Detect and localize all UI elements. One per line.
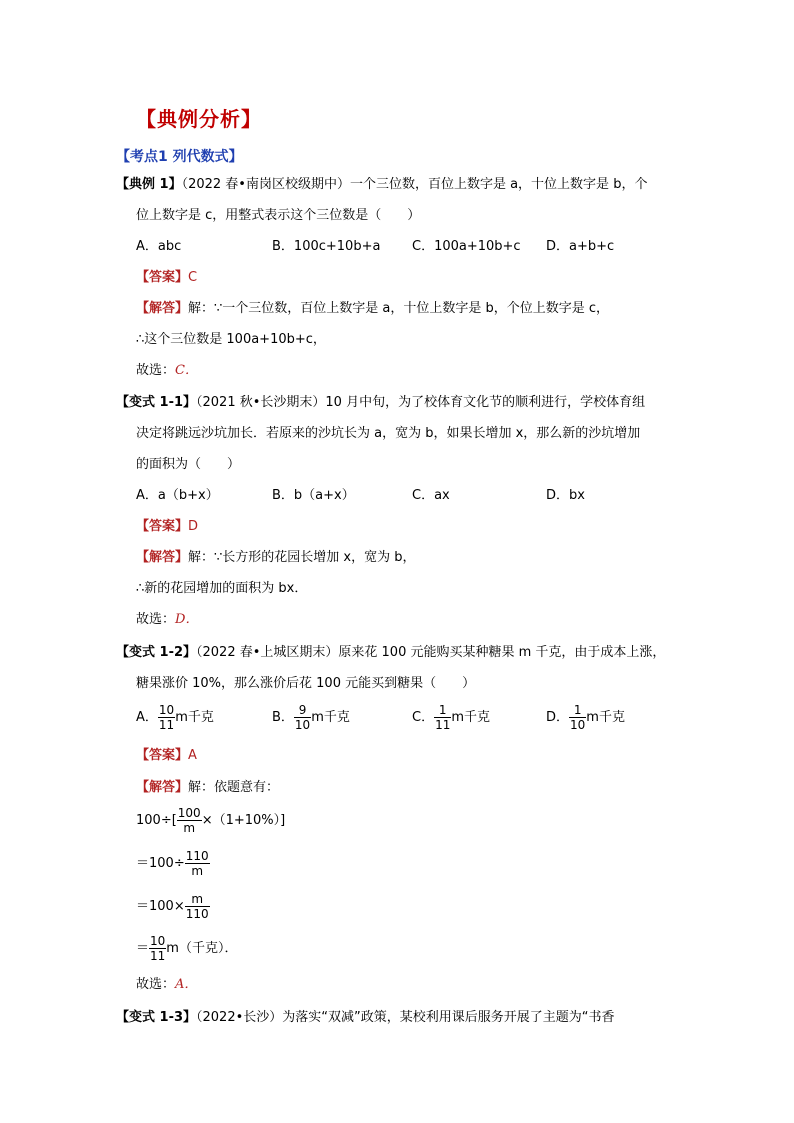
solution-step-3	[136, 892, 210, 921]
variation-1-1-answer-value: D	[188, 519, 199, 534]
solution-step-1	[136, 806, 285, 835]
step-4-prefix: ＝	[136, 941, 150, 956]
example-1-solution-tag: 【解答】	[136, 301, 189, 316]
variation-1-1-tag: 【变式 1-1】	[116, 395, 197, 410]
example-1-choose-value: C．	[175, 363, 198, 378]
option-c-fraction	[434, 703, 451, 732]
variation-1-1-choose	[136, 610, 198, 630]
step-1-numerator: 100	[177, 806, 201, 820]
example-1-tag: 【典例 1】	[116, 177, 182, 192]
variation-1-3-tag: 【变式 1-3】	[116, 1010, 197, 1025]
variation-1-1-option-b: B．b（a+x）	[272, 488, 355, 503]
option-a-fraction	[158, 703, 175, 732]
option-a-denominator: 11	[158, 718, 175, 732]
option-a-suffix: m千克	[175, 710, 214, 725]
step-2-fraction	[185, 849, 210, 878]
example-1-option-a: A．abc	[136, 239, 182, 254]
option-d-suffix: m千克	[586, 710, 625, 725]
option-b-label: B．	[272, 710, 294, 725]
variation-1-2-solution-text-1: 解：依题意有：	[188, 780, 280, 795]
variation-1-2-line-1	[116, 643, 665, 663]
variation-1-2-answer-value: A	[188, 748, 197, 763]
option-c-numerator: 1	[434, 703, 451, 718]
step-1-suffix: ×（1+10%）]	[201, 813, 286, 828]
topic-title: 【考点1 列代数式】	[116, 149, 243, 165]
example-1-solution-1	[136, 299, 609, 319]
variation-1-1-answer-tag: 【答案】	[136, 519, 189, 534]
variation-1-2-text-1: （2022 春•上城区期末）原来花 100 元能购买某种糖果 m 千克，由于成本上涨，	[196, 645, 666, 660]
variation-1-1-choose-value: D．	[175, 612, 199, 627]
variation-1-1-answer	[136, 517, 198, 537]
step-4-fraction	[149, 934, 166, 963]
option-d-fraction	[569, 703, 586, 732]
option-d-numerator: 1	[569, 703, 586, 718]
option-c-denominator: 11	[435, 718, 451, 732]
option-d-label: D．	[546, 710, 570, 725]
variation-1-2-answer	[136, 746, 197, 766]
variation-1-2-answer-tag: 【答案】	[136, 748, 189, 763]
variation-1-2-option-b	[272, 703, 350, 732]
step-1-prefix: 100÷[	[136, 813, 177, 828]
variation-1-1-choose-label: 故选：	[136, 612, 176, 627]
option-b-numerator: 9	[294, 703, 311, 718]
variation-1-1-text-1: （2021 秋•长沙期末）10 月中旬，为了校体育文化节的顺利进行，学校体育组	[196, 395, 646, 410]
step-2-prefix: ＝100÷	[136, 856, 185, 871]
example-1-line-1	[116, 175, 647, 195]
variation-1-1-text-2: 决定将跳远沙坑加长．若原来的沙坑长为 a，宽为 b，如果长增加 x，那么新的沙坑增加	[136, 426, 641, 441]
option-c-suffix: m千克	[451, 710, 491, 725]
option-a-label: A．	[136, 710, 158, 725]
variation-1-2-option-d	[546, 703, 625, 732]
variation-1-2-text-2: 糖果涨价 10%，那么涨价后花 100 元能买到糖果（ ）	[136, 676, 476, 691]
step-3-numerator: m	[185, 892, 210, 907]
example-1-option-b: B．100c+10b+a	[272, 239, 381, 254]
variation-1-1-line-1	[116, 393, 645, 413]
variation-1-1-option-c: C．ax	[412, 488, 450, 503]
variation-1-2-option-c	[412, 703, 490, 732]
option-d-denominator: 10	[570, 718, 586, 732]
example-1-solution-text-2: ∴这个三位数是 100a+10b+c，	[136, 332, 326, 347]
variation-1-1-option-a: A．a（b+x）	[136, 488, 219, 503]
variation-1-3-text-1: （2022•长沙）为落实“双减”政策，某校利用课后服务开展了主题为“书香	[196, 1010, 615, 1025]
example-1-choose	[136, 361, 198, 381]
example-1-answer	[136, 268, 197, 288]
variation-1-1-solution-text-2: ∴新的花园增加的面积为 bx．	[136, 581, 308, 596]
variation-1-1-solution-tag: 【解答】	[136, 550, 189, 565]
step-3-denominator: 110	[185, 907, 209, 921]
variation-1-2-solution-tag: 【解答】	[136, 780, 189, 795]
solution-step-2	[136, 849, 210, 878]
step-2-denominator: m	[191, 864, 204, 878]
solution-step-4	[136, 934, 237, 963]
variation-1-1-text-3: 的面积为（ ）	[136, 457, 241, 472]
example-1-answer-value: C	[188, 270, 198, 285]
variation-1-2-option-a	[136, 703, 214, 732]
option-c-label: C．	[412, 710, 435, 725]
variation-1-2-choose-value: A．	[175, 977, 198, 992]
step-2-numerator: 110	[185, 849, 209, 863]
example-1-option-c: C．100a+10b+c	[412, 239, 521, 254]
example-1-choose-label: 故选：	[136, 363, 176, 378]
example-1-text-1: （2022 春•南岗区校级期中）一个三位数，百位上数字是 a，十位上数字是 b，个	[181, 177, 648, 192]
option-b-suffix: m千克	[311, 710, 350, 725]
variation-1-1-solution-text-1: 解：∵长方形的花园长增加 x，宽为 b，	[188, 550, 416, 565]
step-4-denominator: 11	[150, 949, 166, 963]
step-3-fraction	[185, 892, 210, 921]
option-a-numerator: 10	[158, 703, 175, 717]
step-1-fraction	[177, 806, 202, 835]
option-b-fraction	[294, 703, 311, 732]
variation-1-1-solution-1	[136, 548, 416, 568]
step-4-numerator: 10	[150, 934, 166, 948]
variation-1-2-choose-label: 故选：	[136, 977, 176, 992]
variation-1-2-tag: 【变式 1-2】	[116, 645, 197, 660]
example-1-answer-tag: 【答案】	[136, 270, 189, 285]
example-1-solution-text-1: 解：∵一个三位数，百位上数字是 a，十位上数字是 b，个位上数字是 c，	[188, 301, 610, 316]
example-1-text-2: 位上数字是 c，用整式表示这个三位数是（ ）	[136, 208, 421, 223]
step-4-suffix: m（千克）．	[166, 941, 238, 956]
variation-1-3-line-1	[116, 1008, 614, 1028]
example-1-option-d: D．a+b+c	[546, 239, 615, 254]
step-3-prefix: ＝100×	[136, 899, 185, 914]
step-1-denominator: m	[183, 821, 196, 835]
option-b-denominator: 10	[294, 718, 311, 732]
variation-1-1-option-d: D．bx	[546, 488, 585, 503]
variation-1-2-choose	[136, 975, 197, 995]
section-title: 【典例分析】	[136, 107, 262, 131]
variation-1-2-solution-1	[136, 778, 279, 798]
